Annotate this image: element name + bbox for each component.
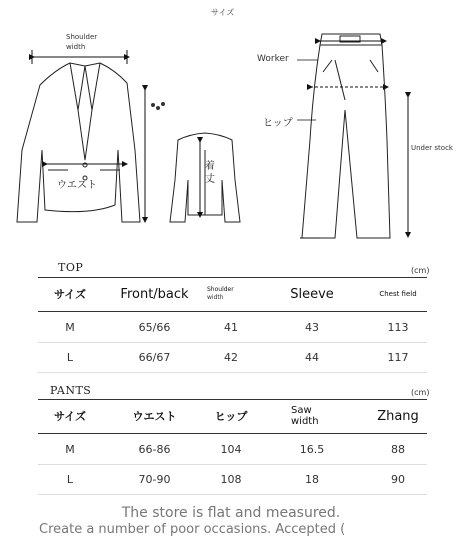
pants-row-m-size: M xyxy=(65,442,75,456)
hanger-icon xyxy=(151,102,165,110)
top-table-unit: (cm) xyxy=(411,266,430,275)
top-header-shoulder-sub: width xyxy=(207,294,224,301)
pants-header-saw-sub: width xyxy=(291,416,319,427)
length-label: 着 丈 xyxy=(205,161,215,185)
pants-header-hip: ヒップ xyxy=(214,410,248,423)
pants-header-saw xyxy=(255,399,369,433)
pants-row-m-zhang: 88 xyxy=(391,442,405,456)
footer-line-2: Create a number of poor occasions. Accepted ( xyxy=(39,522,346,537)
waist-label: ウエスト xyxy=(57,180,97,191)
footer-line-1: The store is flat and measured. xyxy=(121,505,341,521)
shoulder-label: Shoulder xyxy=(66,33,98,41)
top-header-size: サイズ xyxy=(53,288,87,301)
pants-header-size: サイズ xyxy=(53,410,87,423)
top-header-shoulder xyxy=(207,277,255,311)
pants-row-l-saw: 18 xyxy=(305,472,319,486)
top-row-m-sleeve: 43 xyxy=(305,320,319,334)
top-row-l-shoulder: 42 xyxy=(224,350,238,364)
pants-illustration xyxy=(302,34,390,238)
top-row-m-size: M xyxy=(65,320,75,334)
pants-row-l-hip: 108 xyxy=(220,472,242,486)
pants-header-zhang: Zhang xyxy=(377,408,419,424)
top-row-l-length: 66/67 xyxy=(138,350,171,364)
size-title: サイズ xyxy=(211,8,235,17)
pants-row-m-saw: 16.5 xyxy=(299,442,325,456)
top-row-l-size: L xyxy=(66,350,74,364)
shoulder-width-label: width xyxy=(66,43,86,51)
pants-row-m-hip: 104 xyxy=(220,442,242,456)
hip-label: ヒップ xyxy=(263,118,293,129)
top-table-bottom-rule xyxy=(38,372,427,373)
pants-header-saw-label: Saw xyxy=(291,405,312,416)
top-row-l-chest: 117 xyxy=(387,350,409,364)
jacket-front-illustration xyxy=(17,63,140,222)
top-header-chest: Chest field xyxy=(379,290,417,298)
top-table xyxy=(38,277,427,373)
pants-row-l-zhang: 90 xyxy=(391,472,405,486)
pants-row-l-waist: 70-90 xyxy=(138,472,171,486)
top-header-length: Front/back xyxy=(120,286,189,302)
top-row-m-chest: 113 xyxy=(387,320,409,334)
pants-table-bottom-rule xyxy=(38,494,427,495)
top-row-l-sleeve: 44 xyxy=(305,350,319,364)
top-header-shoulder-label: Shoulder xyxy=(207,286,234,293)
top-header-sleeve: Sleeve xyxy=(290,286,334,302)
top-row-m-shoulder: 41 xyxy=(224,320,238,334)
pants-row-m-waist: 66-86 xyxy=(138,442,171,456)
under-stock-label: Under stock xyxy=(411,144,453,152)
pants-row-l-size: L xyxy=(66,472,74,486)
top-table-title: TOP xyxy=(58,261,84,274)
pants-table xyxy=(38,399,427,495)
pants-table-unit: (cm) xyxy=(411,388,430,397)
pants-table-title: PANTS xyxy=(50,384,92,397)
top-row-m-length: 65/66 xyxy=(138,320,171,334)
worker-label: Worker xyxy=(257,54,289,64)
pants-header-waist: ウエスト xyxy=(132,410,177,423)
